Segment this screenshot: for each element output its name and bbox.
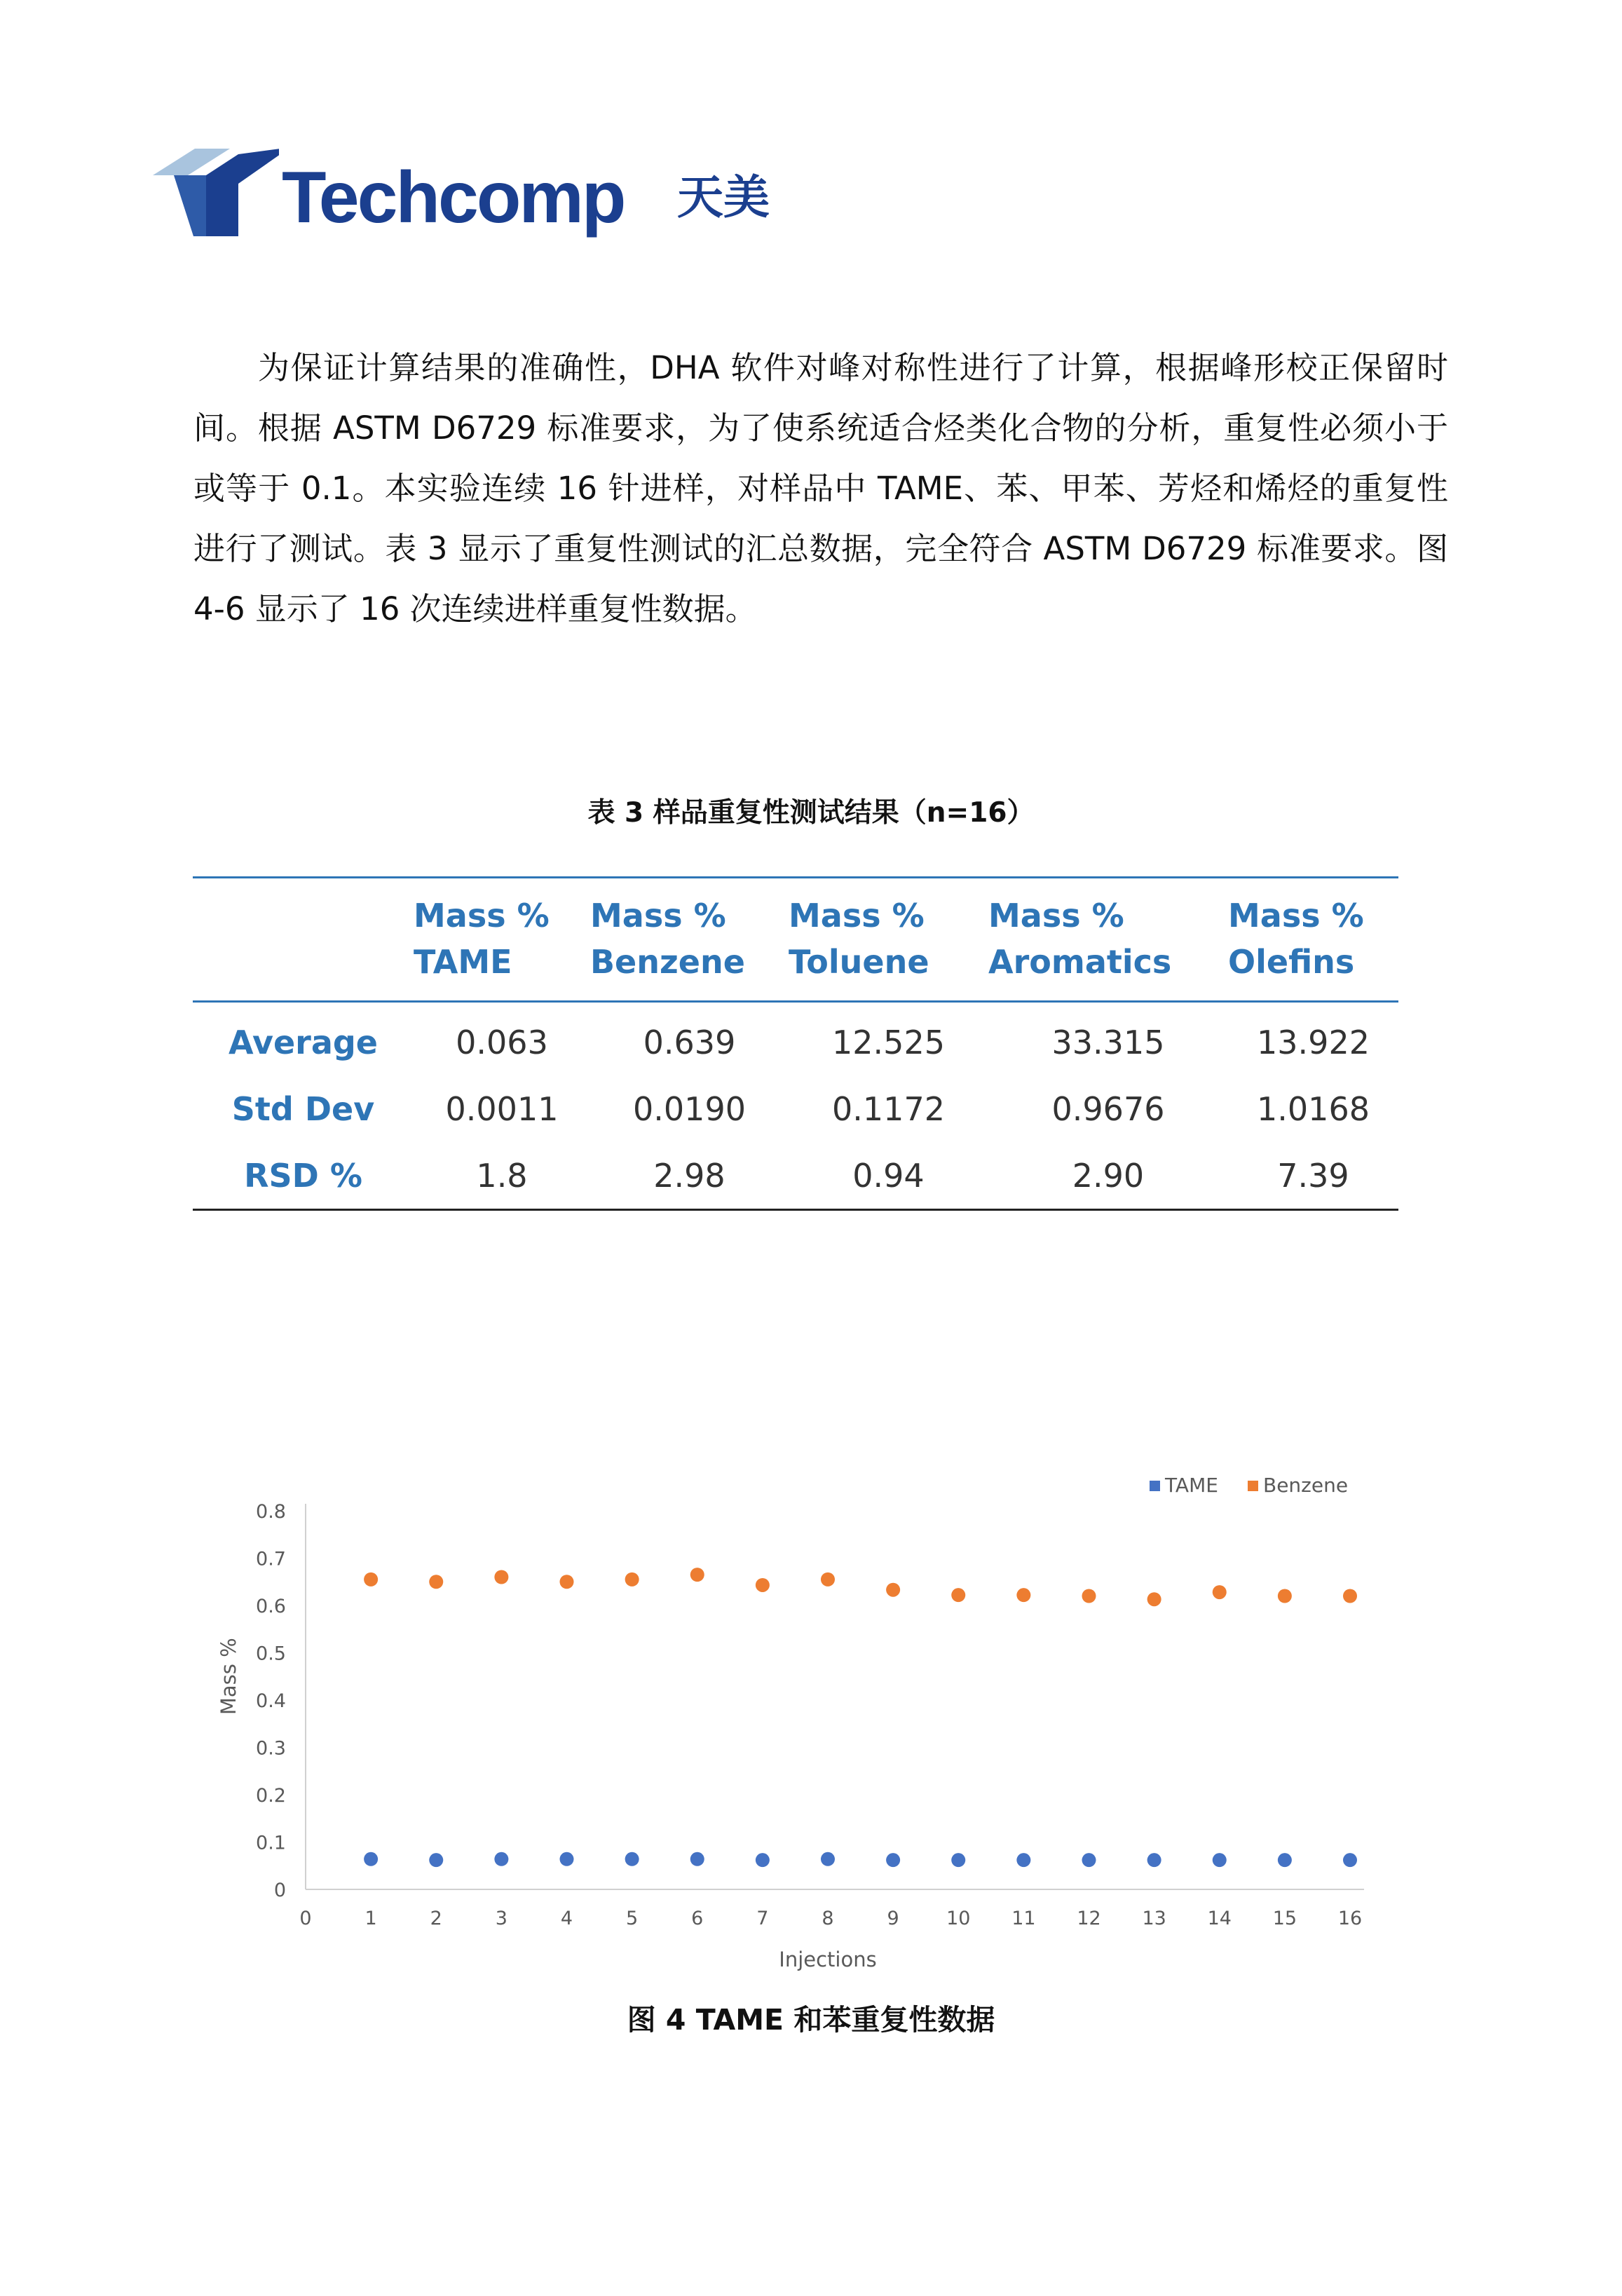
data-point-benzene [1213,1585,1227,1599]
y-axis-title: Mass % [217,1638,240,1716]
data-point-benzene [1082,1589,1096,1603]
table-cell: 7.39 [1277,1156,1349,1195]
table-caption: 表 3 样品重复性测试结果（n=16） [587,797,1035,829]
paragraph-text: 为保证计算结果的准确性，DHA 软件对峰对称性进行了计算，根据峰形校正保留时间。根据 ASTM D6729 标准要求，为了使系统适合烃类化合物的分析，重复性必须小于或等于 0.1。本实验连续 16 针进样，对样品中 TAME、苯、甲苯、芳烃和烯烃的重复性进行了测试。表 3 显示了重复性测试的汇总数据，完全符合 ASTM D6729 标准要求。图 4-6 显示了 16 次连续进样重复性数据。 [193,349,1448,627]
x-tick-label: 4 [560,1908,573,1929]
table-cell: 0.9676 [1051,1089,1165,1128]
table-row [193,1075,1398,1142]
data-point-benzene [821,1572,835,1587]
x-axis-title: Injections [779,1948,877,1971]
data-point-tame [364,1852,378,1866]
table-cell: 1.0168 [1257,1089,1370,1128]
repeatability-table [193,876,1398,1211]
data-point-tame [1147,1853,1161,1867]
legend-marker-benzene [1248,1481,1258,1491]
table-cell: 0.639 [643,1023,736,1061]
table-cell: 33.315 [1051,1023,1165,1061]
x-tick-label: 15 [1272,1908,1297,1929]
data-point-benzene [429,1575,443,1589]
data-point-tame [1082,1853,1096,1867]
row-label-average: Average [229,1023,378,1061]
data-point-tame [1016,1853,1030,1867]
header-aromatics: Mass % Aromatics [988,897,1172,981]
x-tick-label: 16 [1337,1908,1363,1929]
x-tick-label: 11 [1011,1908,1036,1929]
techcomp-logo-mark-icon [153,149,279,240]
table-cell: 0.063 [456,1023,548,1061]
data-point-tame [1213,1853,1227,1867]
header-empty [193,878,414,1002]
data-point-benzene [886,1583,900,1597]
body-paragraph [193,338,1448,639]
y-tick-label: 0.5 [256,1643,286,1665]
table-cell: 2.90 [1072,1156,1145,1195]
y-tick-label: 0.2 [256,1785,286,1807]
table-cell: 0.0190 [633,1089,746,1128]
data-point-benzene [494,1570,508,1584]
x-tick-label: 12 [1077,1908,1101,1929]
y-tick-label: 0.1 [256,1832,286,1854]
header-tame: Mass % TAME [414,897,550,981]
data-point-benzene [1343,1589,1357,1603]
y-tick-label: 0 [273,1880,286,1901]
data-point-benzene [560,1575,574,1589]
data-point-benzene [951,1588,965,1602]
data-point-benzene [364,1572,378,1587]
table-cell: 0.0011 [445,1089,559,1128]
legend-label-tame: TAME [1165,1474,1218,1497]
x-tick-label: 14 [1207,1908,1232,1929]
table-cell: 0.1172 [832,1089,945,1128]
data-point-benzene [1147,1592,1161,1606]
y-tick-label: 0.6 [256,1596,286,1617]
logo-brand-text: Techcomp [282,157,625,238]
table-row [193,1002,1398,1076]
logo-brand-cn: 天美 [677,170,770,224]
data-point-tame [1343,1853,1357,1867]
table-cell: 13.922 [1257,1023,1370,1061]
repeatability-scatter-chart [203,1444,1409,1977]
data-point-tame [494,1852,508,1866]
data-point-benzene [756,1578,770,1592]
data-point-tame [429,1853,443,1867]
x-tick-label: 2 [430,1908,442,1929]
data-point-benzene [625,1572,639,1587]
header-toluene: Mass % Toluene [789,897,929,981]
data-point-benzene [690,1568,704,1582]
x-tick-label: 8 [822,1908,834,1929]
data-point-tame [756,1853,770,1867]
row-label-std-dev: Std Dev [231,1089,375,1128]
data-point-tame [1278,1853,1292,1867]
x-tick-label: 13 [1142,1908,1166,1929]
y-tick-label: 0.4 [256,1690,286,1712]
x-tick-label: 7 [756,1908,769,1929]
techcomp-logo [153,149,784,240]
legend-marker-tame [1150,1481,1160,1491]
row-label-rsd: RSD % [244,1156,362,1195]
data-point-benzene [1278,1589,1292,1603]
table-cell: 12.525 [832,1023,945,1061]
table-row [193,1142,1398,1210]
data-point-tame [560,1852,574,1866]
header-benzene: Mass % Benzene [590,897,745,981]
y-tick-label: 0.3 [256,1737,286,1760]
x-tick-label: 9 [887,1908,899,1929]
table-cell: 1.8 [476,1156,528,1195]
y-tick-label: 0.7 [256,1548,286,1570]
x-tick-label: 6 [691,1908,704,1929]
y-tick-label: 0.8 [256,1501,286,1523]
figure-caption: 图 4 TAME 和苯重复性数据 [627,2003,995,2037]
table-cell: 0.94 [852,1156,925,1195]
data-point-tame [821,1852,835,1866]
data-point-tame [690,1852,704,1866]
table-header-row [193,878,1398,1002]
data-point-tame [625,1852,639,1866]
data-point-tame [886,1853,900,1867]
legend-label-benzene: Benzene [1263,1474,1349,1497]
x-tick-label: 0 [299,1908,312,1929]
x-tick-label: 3 [495,1908,507,1929]
x-tick-label: 10 [946,1908,971,1929]
data-point-benzene [1016,1588,1030,1602]
table-cell: 2.98 [653,1156,725,1195]
x-tick-label: 5 [626,1908,639,1929]
data-point-tame [951,1853,965,1867]
header-olefins: Mass % Olefins [1228,897,1364,981]
x-tick-label: 1 [364,1908,377,1929]
